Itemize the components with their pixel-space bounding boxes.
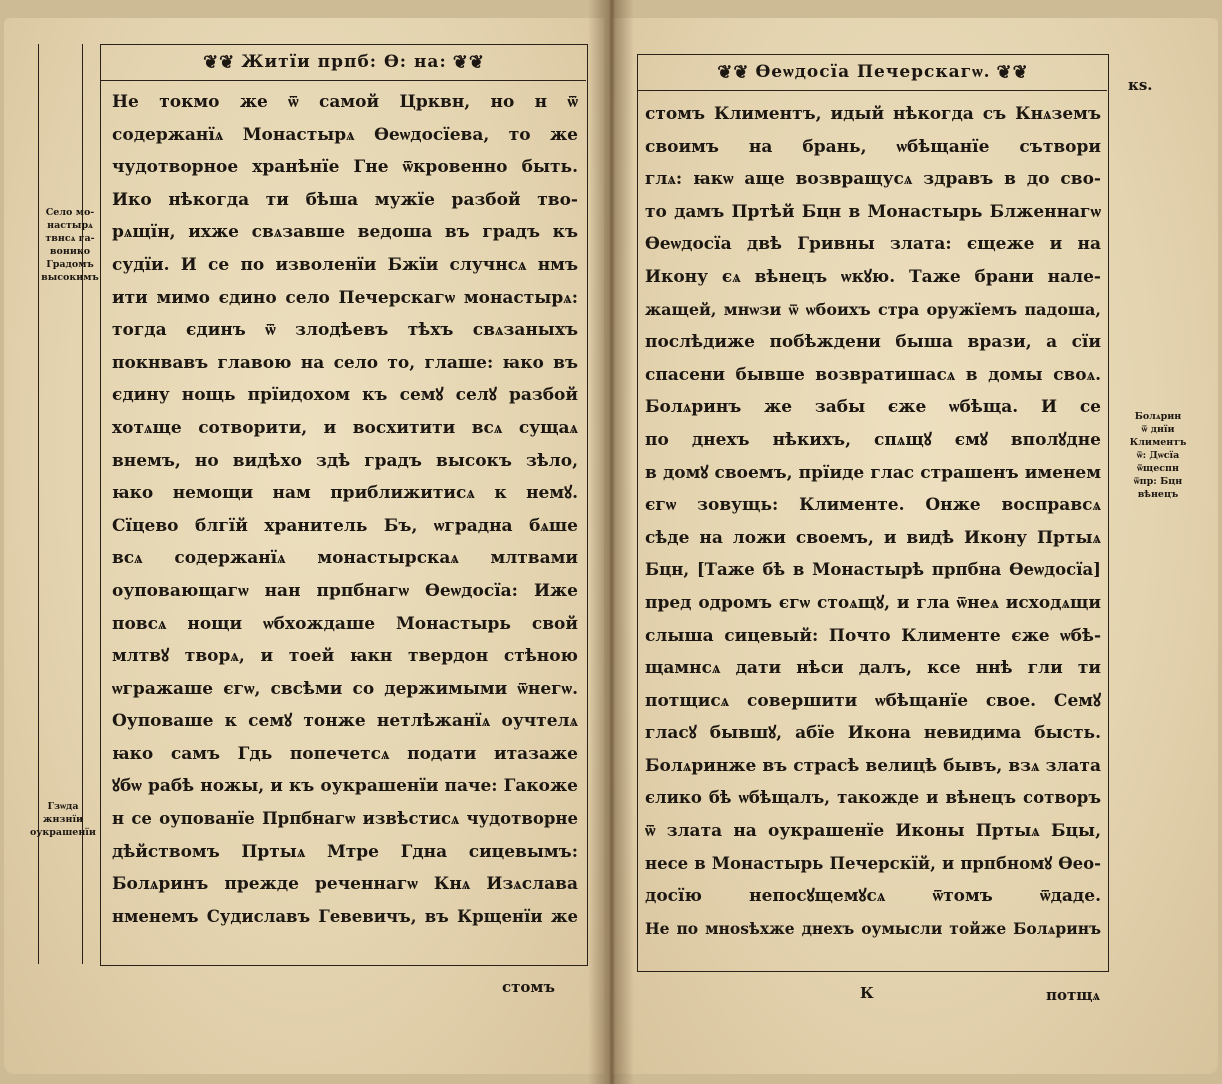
left-margin-note-2: Гзѡда жнзнїи оукрашенїи xyxy=(30,801,96,838)
text-line: послѣдиже побѣждени быша врази, а сїи xyxy=(645,332,1101,353)
text-line: ꙗко немощи нам приближитисѧ к немꙋ. xyxy=(112,483,578,504)
ornament-icon: ❦❦ xyxy=(717,61,750,83)
right-header-rule xyxy=(637,90,1107,91)
text-line: жащей, мнѡзи ѿ ѡбоихъ стра оружїемъ падоша, xyxy=(645,299,1101,319)
right-signature-mark: К xyxy=(860,984,874,1002)
text-line: спасени бывше возвратишасѧ в домы своѧ. xyxy=(645,364,1101,385)
text-line: в домꙋ своемъ, прїиде глас страшенъ именем xyxy=(645,462,1101,483)
right-page-number: кѕ. xyxy=(1128,76,1153,94)
text-line: слыша сицевый: Почто Клименте єже ѡбѣ- xyxy=(645,625,1101,646)
text-line: н се оупованїе Прпбнагѡ извѣстисѧ чудотворне xyxy=(112,809,578,829)
left-running-header xyxy=(100,48,588,76)
right-body-text xyxy=(645,98,1101,945)
text-line: Не токмо же ѿ самой Црквн, но н ѿ xyxy=(112,92,578,112)
text-line: содержанїѧ Монастырѧ Ѳеѡдосїева, то же xyxy=(112,124,578,145)
text-line: повсѧ нощи ѡбхождаше Монастырь свой xyxy=(112,613,578,634)
text-line: гласꙋ бывшꙋ, абїе Икона невидима бысть. xyxy=(645,723,1101,744)
text-line: то дамъ Пртѣй Бцн в Монастырь Блженнагѡ xyxy=(645,201,1101,222)
text-line: ити мимо єдино село Печерскагѡ монастырѧ: xyxy=(112,287,578,308)
text-line: щамнсѧ дати нѣси далъ, ксе ннѣ гли ти xyxy=(645,658,1101,679)
text-line: глѧ: ꙗкѡ аще возвращусѧ здравъ в до сво- xyxy=(645,169,1101,190)
text-line: Ѳеѡдосїа двѣ Гривны злата: єщеже и на xyxy=(645,234,1101,255)
right-header-title: Ѳеѡдосїа Печерскагѡ. xyxy=(755,62,991,82)
text-line: єлико бѣ ѡбѣщалъ, такожде и вѣнецъ сотворъ xyxy=(645,788,1101,808)
text-line: ꙗко самъ Гдь попечетсѧ подати итазаже xyxy=(112,743,578,764)
text-line: потщисѧ совершити ѡбѣщанїе свое. Семꙋ xyxy=(645,690,1101,711)
left-catchword: стомъ xyxy=(502,978,555,996)
right-running-header xyxy=(637,58,1109,86)
text-line: стомъ Климентъ, идый нѣкогда съ Кнѧземъ xyxy=(645,104,1101,124)
text-line: єгѡ зовущь: Клименте. Онже восправсѧ xyxy=(645,495,1101,516)
text-line: пред одромъ єгѡ стоѧщꙋ, и гла ѿнеѧ исходѧщи xyxy=(645,592,1101,613)
text-line: покнвавъ главою на село то, глаше: ꙗко въ xyxy=(112,352,578,373)
text-line: несе в Монастырь Печерскїй, и прпбномꙋ Ѳео- xyxy=(645,853,1101,873)
text-line: млтвꙋ творѧ, и тоей ꙗкн твердон стѣною xyxy=(112,646,578,667)
text-line: Икону єѧ вѣнецъ ѡкꙋю. Таже брани нале- xyxy=(645,266,1101,287)
text-line: тогда єдинъ ѿ злодѣевъ тѣхъ свѧзаныхъ xyxy=(112,320,578,341)
text-line: дѣйствомъ Пртыѧ Мтре Гдна сицевымъ: xyxy=(112,841,578,862)
text-line: нменемъ Судиславъ Гевевичъ, въ Крщенїи же xyxy=(112,906,578,926)
left-body-text xyxy=(112,86,578,933)
text-line: ѿ злата на оукрашенїе Иконы Пртыѧ Бцы, xyxy=(645,821,1101,842)
ornament-icon: ❦❦ xyxy=(996,61,1029,83)
text-line: Бцн, [Таже бѣ в Монастырѣ прпбна Ѳеѡдосїа] xyxy=(645,560,1101,580)
text-line: єдину нощь прїидохом къ семꙋ селꙋ разбой xyxy=(112,385,578,406)
text-line: хотѧще сотворити, и восхитити всѧ сущаѧ xyxy=(112,417,578,438)
text-line: оуповающагѡ нан прпбнагѡ Ѳеѡдосїа: Иже xyxy=(112,580,578,601)
text-line: Оуповаше к семꙋ тонже нетлѣжанїѧ оучтелѧ xyxy=(112,711,578,732)
text-line: сѣде на ложи своемъ, и видѣ Икону Пртыѧ xyxy=(645,527,1101,548)
text-line: своимъ на брань, ѡбѣщанїе сътвори xyxy=(645,136,1101,157)
text-line: Болѧринъ же забы єже ѡбѣща. И се xyxy=(645,397,1101,418)
left-margin-note-1: Село мо- настырѧ твнсѧ га- вонико Градомъ высокимъ xyxy=(41,207,99,283)
book-gutter xyxy=(588,0,634,1084)
text-line: ѡгражаше єгѡ, свсѣми со держимыми ѿнегѡ. xyxy=(112,678,578,699)
text-line: Не по мноѕѣхже днехъ оумысли тойже Болѧринъ xyxy=(645,918,1101,938)
text-line: досїю непосꙋщемꙋсѧ ѿтомъ ѿдаде. xyxy=(645,886,1101,907)
text-line: рѧщїн, ихже свѧзавше ведоша въ градъ къ xyxy=(112,222,578,243)
text-line: судїи. И се по изволенїи Бжїи случнсѧ нмъ xyxy=(112,254,578,275)
left-header-title: Житїи прпб: Ѳ: на: xyxy=(241,52,447,72)
text-line: Ико нѣкогда ти бѣша мужїе разбой тво- xyxy=(112,189,578,210)
ornament-icon: ❦❦ xyxy=(452,51,485,73)
right-catchword: потщѧ xyxy=(1046,986,1101,1004)
text-line: всѧ содержанїѧ монастырскаѧ млтвами xyxy=(112,548,578,569)
text-line: Сїцево блгїй хранитель Бъ, ѡградна бѧше xyxy=(112,515,578,536)
text-line: Болѧринже въ страсѣ велицѣ бывъ, взѧ злата xyxy=(645,755,1101,776)
text-line: внемъ, но видѣхо здѣ градъ высокъ зѣло, xyxy=(112,450,578,471)
text-line: по днехъ нѣкихъ, спѧщꙋ ємꙋ вполꙋдне xyxy=(645,429,1101,450)
ornament-icon: ❦❦ xyxy=(203,51,236,73)
text-line: ꙋбѡ рабѣ ножы, и къ оукрашенїи паче: Гакоже xyxy=(112,776,578,797)
right-margin-note-1: Болѧрин ѿ днїи Климентъ ѿ: Дѡсїа ѿщеспн ѿпр: Бцн вѣнецъ xyxy=(1129,411,1187,500)
text-line: Болѧринъ прежде реченнагѡ Кнѧ Изѧслава xyxy=(112,874,578,895)
text-line: чудотворное хранѣнїе Гне ѿкровенно быть. xyxy=(112,157,578,178)
left-header-rule xyxy=(100,80,586,81)
